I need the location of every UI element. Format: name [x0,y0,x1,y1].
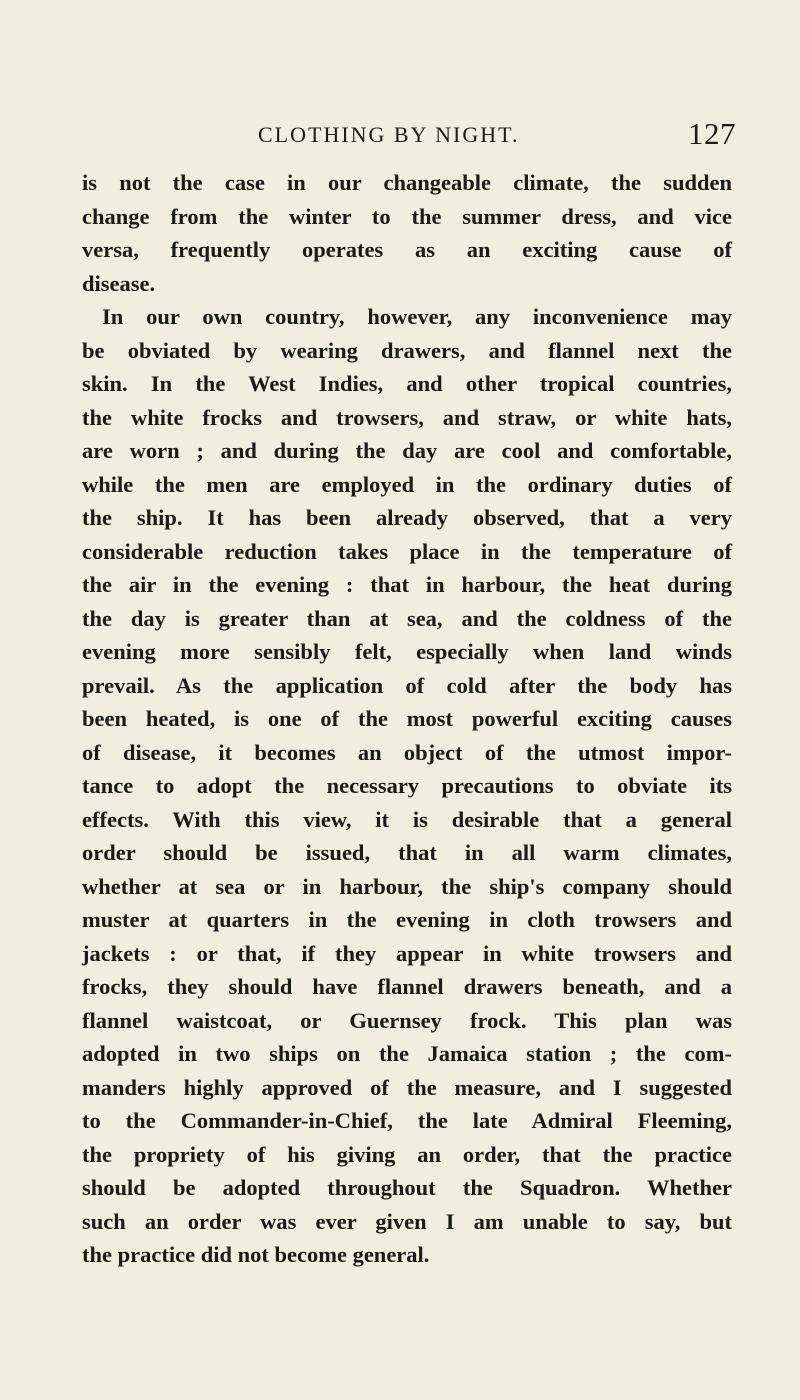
text-line: evening more sensibly felt, especially when land winds [82,639,732,664]
text-line: the day is greater than at sea, and the coldness of the [82,605,732,631]
text-line: to the Commander-in-Chief, the late Admiral Fleeming, [82,1108,732,1133]
text-line: tance to adopt the necessary precautions to obviate its [82,773,732,798]
text-line: whether at sea or in harbour, the ship's company should [82,873,732,899]
text-line: order should be issued, that in all warm climates, [82,840,732,865]
text-line: versa, frequently operates as an exciting cause of [82,237,732,262]
text-line: frocks, they should have flannel drawers beneath, and a [82,974,732,999]
text-line: prevail. As the application of cold after the body has [82,672,732,698]
text-line: jackets : or that, if they appear in white trowsers and [82,940,732,966]
text-line: disease. [82,270,156,296]
running-head [82,116,736,160]
text-line: of disease, it becomes an object of the utmost impor- [82,739,732,765]
text-line: the propriety of his giving an order, that the practice [82,1141,732,1167]
text-line: flannel waistcoat, or Guernsey frock. This plan was [82,1007,732,1033]
text-line: be obviated by wearing drawers, and flannel next the [82,337,732,363]
text-line: skin. In the West Indies, and other tropical countries, [82,371,732,396]
text-line: adopted in two ships on the Jamaica station ; the com- [82,1041,732,1066]
text-line: are worn ; and during the day are cool and comfortable, [82,438,732,463]
running-title: CLOTHING BY NIGHT. [258,122,520,147]
text-line: the white frocks and trowsers, and straw, or white hats, [82,404,732,430]
text-line: should be adopted throughout the Squadron. Whether [82,1175,732,1200]
text-line: change from the winter to the summer dress, and vice [82,203,732,229]
text-line: the practice did not become general. [82,1242,430,1267]
text-line: been heated, is one of the most powerful exciting causes [82,706,732,731]
text-line: the ship. It has been already observed, that a very [82,505,732,530]
text-line: while the men are employed in the ordinary duties of [82,471,732,497]
text-line: effects. With this view, it is desirable that a general [82,806,732,832]
text-line: muster at quarters in the evening in cloth trowsers and [82,907,732,932]
text-line: manders highly approved of the measure, and I suggested [82,1074,732,1100]
text-line: is not the case in our changeable climate, the sudden [82,170,732,195]
text-line: the air in the evening : that in harbour, the heat during [82,572,732,597]
text-line: In our own country, however, any inconvenience may [102,304,732,329]
body-text [82,166,732,1272]
page-number: 127 [688,116,736,151]
text-line: such an order was ever given I am unable to say, but [82,1208,732,1234]
text-line: considerable reduction takes place in the temperature of [82,538,732,564]
